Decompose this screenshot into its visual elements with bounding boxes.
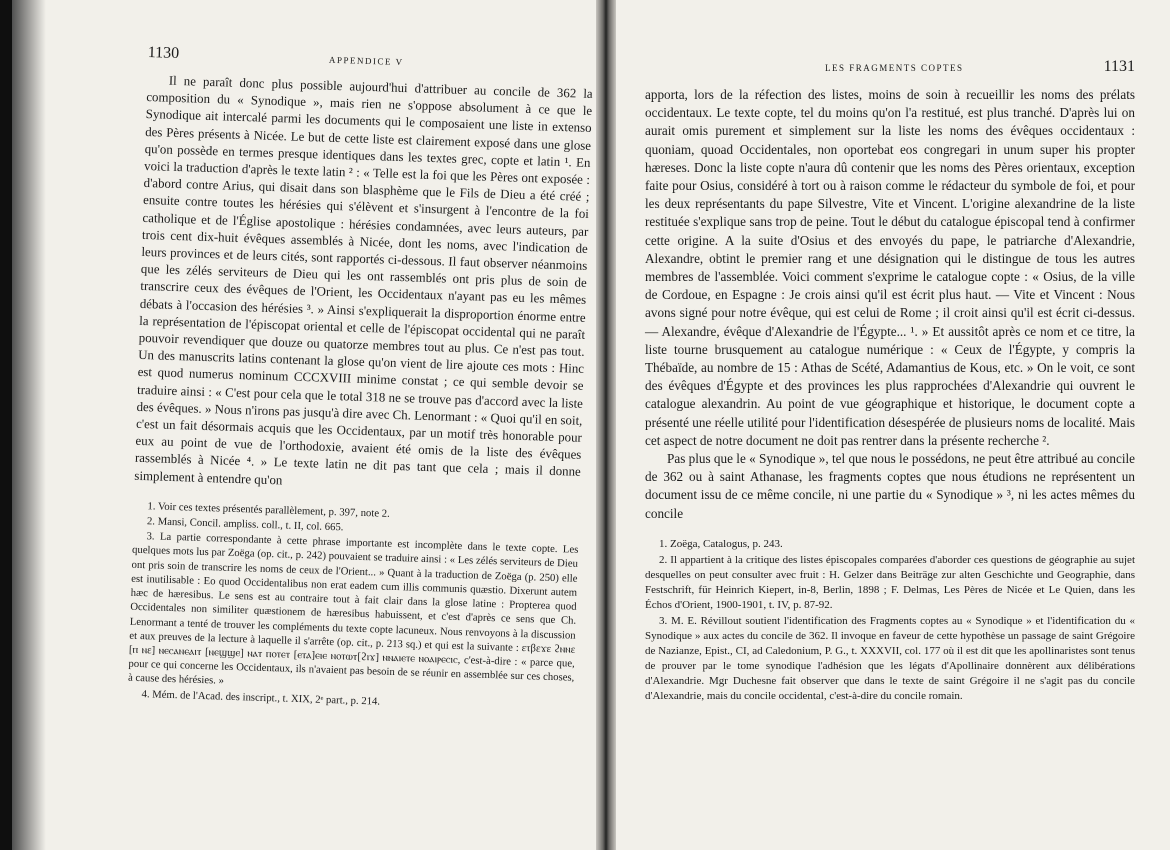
right-body-text: [645, 86, 1135, 523]
right-page: [608, 0, 1170, 850]
right-paragraph: Pas plus que le « Synodique », tel que nous le possédons, ne peut être attribué au concile de 362 ou à saint Athanase, les fragments coptes que nous étudions ne représentent un document issu de ce même concile, ni une partie du « Synodique » ³, ni les actes mêmes du concile: [645, 451, 1135, 521]
left-footnotes: [127, 499, 579, 715]
right-running-head: LES FRAGMENTS COPTES: [825, 63, 964, 73]
left-footnote: 1. Voir ces textes présentés parallèlement, p. 397, note 2.: [147, 500, 390, 520]
right-page-header: [645, 58, 1135, 80]
left-footnote: 3. La partie correspondante à cette phrase importante est incomplète dans le texte copte. Les quelques mots lus par Zoëga (op. cit., p. 242) pouvaient se traduire ainsi : « Les zélés serviteurs de Dieu ont pris soin de transcrire les noms de ceux de l'Orient... » Quant à la traduction de Zoëga (p. 250) elle est inutilisable : Eo quod Occidentalibus non erat eadem cum illis communis quæstio. Dixerunt autem hæc de hæresibus. Le sens est au contraire tout à fait clair dans la glose latine : Propterea quod Occidentales non similiter quæstionem de hæresibus habuissent, et c'est d'après ce sens que Ch. Lenormant a tenté de trouver les compléments du texte copte lacuneux. Nous renvoyons à la discussion et aux preuves de la lecture à laquelle il s'arrête (op. cit., p. 213 sq.) et qui est la suivante : ετβεϫε ϩⲛⲛε [ⲡ ⲛε] ⲛⲉⲥⲁⲛⲉⲁⲓⲧ [ⲛⲉϣϣⲉ] ⲛⲁⲧ ⲡⲟⲧⲉⲧ [ⲉⲧⲁ]ⲉⲓⲉ ⲛⲟⲧⲱⲧ[ϩⲓϫ] ⲛⲛⲁⲓⲉⲧⲉ ⲛⲟⲁⲓⲣⲉⲥⲓⲥ, c'est-à-dire : « parce que, pour ce qui concerne les Occidentaux, ils n'avaient pas besoin de se réunir en assemblée sur ces choses, à cause des hérésies. »: [127, 530, 579, 688]
right-footnotes: [645, 537, 1135, 704]
right-page-number: 1131: [1103, 58, 1135, 75]
left-page-number: 1130: [147, 44, 180, 62]
right-paragraph: apporta, lors de la réfection des listes, moins de soin à recueillir les noms des prélats occidentaux. Le texte copte, tel du moins qu'on l'a restitué, est plus tranché. D'après lui on aurait omis purement et simplement sur la liste les noms des évêques occidentaux : quoniam, quoad Occidentales, non oportebat eos congregari in unum super his propter hæreses. Donc la liste copte n'aura dû contenir que les noms des Pères orientaux, exception faite pour Osius, considéré à tort ou à raison comme le rédacteur du symbole de foi, et pour les deux représentants du pape Silvestre, Vite et Vincent. L'origine alexandrine de la liste restituée s'explique sans trop de peine. Tout le début du catalogue épiscopal tend à confirmer cette origine. A la suite d'Osius et des envoyés du pape, le patriarche d'Alexandrie, Alexandre, obtint le premier rang et une désignation qui le distingue de tous les autres membres de l'assemblée. Voici comment s'exprime le catalogue copte : « Osius, de la ville de Cordoue, en Espagne : Je crois ainsi qu'il est écrit plus haut. — Vite et Vincent : Nous avons signé pour notre évêque, qui est celui de Rome ; il croit ainsi qu'il est écrit ci-dessus. — Alexandre, évêque d'Alexandrie de l'Égypte... ¹. » Et aussitôt après ce nom et ce titre, la liste tourne brusquement au catalogue numérique : « Ceux de l'Égypte, y compris la Thébaïde, au nombre de 15 : Athas de Scété, Adamantius de Kous, etc. » On le voit, ce sont des évêques d'Égypte et des provinces les plus rapprochées d'Alexandrie qui ouvrent le catalogue alexandrin. Au point de vue géographique et historique, le document copte a présenté une réelle utilité pour l'identification désespérée de plusieurs noms de localité. Mais cet aspect de notre document ne doit pas rentrer dans la présente recherche ².: [645, 87, 1135, 448]
left-header-spacer: [553, 70, 593, 71]
left-column: [127, 44, 593, 715]
right-column: [645, 58, 1135, 705]
right-footnote: 2. Il appartient à la critique des listes épiscopales comparées d'aborder ces questions de géographie au sujet desquelles on peut consulter avec fruit : H. Gelzer dans Beiträge zur alten Geschichte und Geographie, dans Festschrift, für Heinrich Kiepert, in-8, Berlin, 1898 ; F. Delmas, Les Pères de Nicée et Le Quien, dans les Échos d'Orient, 1900-1901, t. IV, p. 87-92.: [645, 553, 1135, 611]
left-paragraph: Il ne paraît donc plus possible aujourd'hui d'attribuer au concile de 362 la composition du « Synodique », mais rien ne s'oppose absolument à ce que le Synodique ait intercalé parmi les documents qui le composaient une liste in extenso des Pères présents à Nicée. Le but de cette liste est clairement exposé dans une glose qu'on possède en termes presque identiques dans les textes grec, copte et latin ¹. En voici la traduction d'après le texte latin ² : « Telle est la foi que les Pères ont exposée : d'abord contre Arius, qui disait dans son blasphème que le Fils de Dieu a été créé ; ensuite contre toutes les hérésies qui s'élèvent et s'insurgent à l'encontre de la foi catholique et de l'Église apostolique : hérésies condamnées, avec leurs auteurs, par trois cent dix-huit évêques assemblés à Nicée, dont les noms, avec l'indication de leurs provinces et de leurs cités, sont rapportés ci-dessous. Il faut observer néanmoins que les zélés serviteurs de Dieu qui les ont rassemblés ont pris plus de soin de transcrire ceux des évêques de l'Orient, les Occidentaux n'ayant pas eu les mêmes débats à l'occasion des hérésies ³. » Ainsi s'expliquerait la disproportion énorme entre la représentation de l'épiscopat oriental et celle de l'épiscopat occidental qui ne paraît pouvoir revendiquer que douze ou quatorze membres tout au plus. Ce n'est pas tout. Un des manuscrits latins contenant la glose qu'on vient de lire ajoute ces mots : Hinc est quod numerus nominum CCCXVIII minime constat ; ce qui semble devoir se traduire ainsi : « C'est pour cela que le total 318 ne se trouve pas d'accord avec la liste des évêques. » Nous n'irons pas jusqu'à dire avec Ch. Lenormant : « Quoi qu'il en soit, c'est un fait désormais acquis que les Occidentaux, par un motif très honorable pour eux au point de vue de l'orthodoxie, avaient été omis de la liste des évêques rassemblés à Nicée ⁴. » Le texte latin ne dit pas tant que cela ; mais il donne simplement à entendre qu'on: [134, 73, 593, 488]
left-running-head: APPENDICE V: [328, 54, 404, 68]
left-footnote: 4. Mém. de l'Acad. des inscript., t. XIX, 2ᵉ part., p. 214.: [141, 687, 381, 708]
book-gutter: [596, 0, 616, 850]
left-body-text: [134, 72, 593, 499]
left-page: [12, 0, 604, 850]
right-footnote: 3. M. E. Révillout soutient l'identification des Fragments coptes au « Synodique » et l'identification du « Synodique » aux actes du concile de 362. Il invoque en faveur de cette hypothèse un passage de saint Grégoire de Nazianze, Epist., CI, ad Caledonium, P. G., t. XXXVII, col. 177 où il est dit que les apollinaristes sont tenus de prouver par le tome synodique l'adhésion que les légats d'Apollinaire donnèrent aux délibérations d'Alexandrie. Mgr Duchesne fait observer que dans le texte de saint Grégoire il ne s'agit pas du concile d'Alexandrie, mais du concile occidental, c'est-à-dire du concile romain.: [645, 614, 1135, 702]
right-footnote: 1. Zoëga, Catalogus, p. 243.: [659, 537, 783, 550]
left-footnote: 2. Mansi, Concil. ampliss. coll., t. II, col. 665.: [146, 515, 344, 534]
